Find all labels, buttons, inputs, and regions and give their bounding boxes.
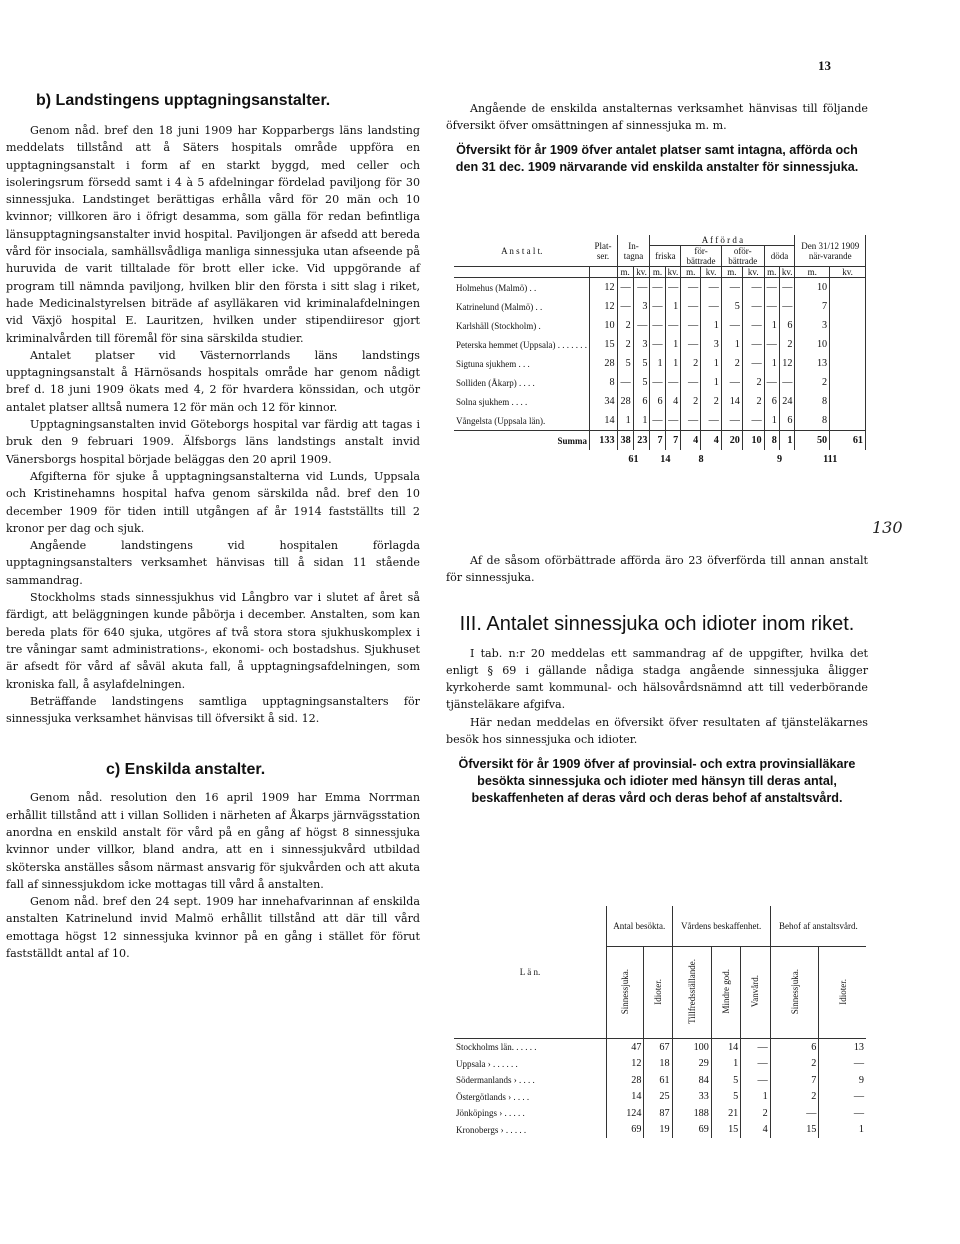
table-cell: — (742, 316, 764, 335)
table-cell: — (681, 316, 701, 335)
table-cell: — (742, 278, 764, 298)
paragraph: I tab. n:r 20 meddelas ett sammandrag af de uppgifter, hvilka det enligt § 69 i gällande nådiga stadga angående sinnessjuka åligger kyrkoherde samt kommunal- och hälsovårdsnämnd att till vederbörande tjänsteläkare afgifva. (446, 646, 868, 712)
unit-m: m. (721, 267, 742, 278)
table-cell: — (650, 316, 665, 335)
col-intagna: In-tagna (617, 235, 650, 267)
row-name: Karlshäll (Stockholm) . (454, 316, 589, 335)
table-cell: — (701, 297, 722, 316)
table-cell: 14 (721, 392, 742, 411)
institutions-table (454, 235, 866, 469)
table-cell: — (701, 278, 722, 298)
table-cell: 1 (711, 1056, 740, 1073)
total-cell: 8 (698, 454, 704, 465)
county-table (454, 906, 866, 1138)
left-column (6, 92, 420, 962)
table-cell (830, 316, 866, 335)
table-cell: — (764, 373, 779, 392)
table-cell: — (764, 335, 779, 354)
row-name: Stockholms län. . . . . . (454, 1039, 607, 1056)
table-cell: 13 (853, 1041, 864, 1053)
sum-cell: 4 (701, 431, 722, 451)
table-cell: — (681, 373, 701, 392)
table-cell: 2 (741, 1105, 770, 1122)
table-cell: — (650, 278, 665, 298)
table-cell: 1 (701, 373, 722, 392)
table-cell: 1 (665, 335, 681, 354)
sum-cell: 50 (795, 431, 830, 451)
table-cell: 15 (711, 1122, 740, 1139)
table-cell: 5 (633, 373, 650, 392)
sum-cell: 1 (779, 431, 795, 451)
table-cell: — (853, 1107, 864, 1119)
unit-kv: kv. (779, 267, 795, 278)
paragraph: Afgifterna för sjuke å upptagningsanstalterna vid Lunds, Uppsala och Kristinehamns hospital hafva genom särskilda nåd. bref den 10 december 1909 för tiden intill utgången af år 1914 fastställts till 2 kronor per dag och sjuk. (6, 469, 420, 535)
table-cell: 12 (607, 1056, 644, 1073)
col-platser: Plat-ser. (589, 235, 617, 267)
table-row (454, 1089, 866, 1106)
table-cell (830, 335, 866, 354)
table-cell: — (742, 354, 764, 373)
table-cell: 87 (644, 1105, 672, 1122)
row-name: Sigtuna sjukhem . . . (454, 354, 589, 373)
paragraph: Genom nåd. bref den 18 juni 1909 har Kopparbergs läns landsting meddelats tillstånd att å Säters hospitals område uppföra en upptagningsanstalt i form af en starkt byggd, med celler och isoleringsrum försedd samt i 4 à 5 afdelningar fördelad paviljong för 30 sinnessjuka. Landstinget berättigas erhålla vård för 20 män och 10 kvinnor; villkoren äro i öfrigt desamma, som gälla för redan befintliga länsupptagningsanstalter invid hospital. Paviljongen är afsedd att bereda vård för insociala, samhällsvådliga manliga sinnessjuka utan afseende på huruvida de varit tilltalade för brott eller icke. Vid uppgörande af program till nämnda paviljong, hvilken blir den första i sitt slag i riket, hade Medicinalstyrelsen biträde af asylläkaren vid kriminalafdelningen vid Växjö hospital E. Lauritzen, hvilken under stipendiiresor gjort kriminalvården till föremål för sina särskilda studier. (6, 124, 420, 345)
table-cell: 2 (721, 354, 742, 373)
table-row (454, 335, 866, 354)
table-cell: 2 (770, 1056, 819, 1073)
sum-label: Summa (454, 431, 589, 451)
section-heading-b: b) Landstingens upptagningsanstalter. (36, 92, 331, 109)
unit-kv: kv. (830, 267, 866, 278)
paragraph: Här nedan meddelas en öfversikt öfver resultaten af tjänsteläkarnes besök hos sinnessjuka och idioter. (446, 715, 868, 747)
table-cell: 13 (795, 354, 830, 373)
table-cell: 6 (770, 1039, 819, 1056)
table-cell: 1 (858, 1124, 864, 1136)
table-cell: 2 (742, 373, 764, 392)
table-cell: — (681, 297, 701, 316)
paragraph: Angående landstingens vid hospitalen förlagda upptagningsanstalters verksamhet hänvisas till å sidan 11 stående sammandrag. (6, 539, 420, 587)
col-vanvard: Vanvård. (750, 975, 761, 1008)
unit-kv: kv. (665, 267, 681, 278)
table-cell: 8 (589, 373, 617, 392)
table-cell: 61 (644, 1072, 672, 1089)
table-cell: 2 (779, 335, 795, 354)
row-name: Vångelsta (Uppsala län). (454, 411, 589, 431)
table-cell: 8 (795, 411, 830, 431)
table-row (454, 392, 866, 411)
table-cell: 3 (795, 316, 830, 335)
col-mindre-god: Mindre god. (721, 969, 732, 1014)
table-cell: — (779, 373, 795, 392)
table-cell: 3 (701, 335, 722, 354)
table-row (454, 1072, 866, 1089)
table-cell: 5 (721, 297, 742, 316)
intro-paragraph: Angående de enskilda anstalternas verksamhet hänvisas till följande öfversikt öfver omsättningen af sinnessjuka m. m. (446, 102, 868, 132)
after-table1-paragraph: Af de såsom oförbättrade afförda äro 23 öfverförda till annan anstalt för sinnessjuka. (446, 554, 868, 585)
table-cell: 1 (701, 354, 722, 373)
table-cell: — (742, 411, 764, 431)
table-row (454, 1122, 866, 1139)
table-cell: — (650, 335, 665, 354)
table-cell: — (741, 1072, 770, 1089)
table-cell: 1 (665, 354, 681, 373)
section-heading-c: c) Enskilda anstalter. (106, 761, 266, 779)
unit-kv: kv. (633, 267, 650, 278)
table-cell: 2 (742, 392, 764, 411)
table-cell: 1 (721, 335, 742, 354)
table-cell: 47 (607, 1039, 644, 1056)
paragraph: Upptagningsanstalten invid Göteborgs hospital var färdig att tagas i bruk den 9 februari 1909. Älfsborgs läns landstings anstalt invid Vänersborgs hospital började beläggas den 20 april 1909. (6, 418, 420, 466)
table-cell: — (721, 278, 742, 298)
table-cell: — (741, 1039, 770, 1056)
unit-m: m. (617, 267, 633, 278)
col-sinnessjuka: Sinnessjuka. (620, 968, 631, 1015)
handwritten-margin-note: 130 (872, 518, 903, 537)
col-narvarande: Den 31/12 1909 när-varande (795, 235, 866, 267)
unit-m: m. (795, 267, 830, 278)
table-cell: — (650, 297, 665, 316)
table-cell: — (741, 1056, 770, 1073)
table-row (454, 1105, 866, 1122)
table-row (454, 278, 866, 298)
row-name: Solna sjukhem . . . . (454, 392, 589, 411)
total-cell: 14 (660, 454, 671, 465)
table-cell: 28 (617, 392, 633, 411)
sum-cell: 7 (665, 431, 681, 451)
table-cell: 1 (764, 411, 779, 431)
table-cell: — (742, 335, 764, 354)
table-cell: 15 (770, 1122, 819, 1139)
unit-row (454, 267, 866, 278)
col-varden: Vårdens beskaffenhet. (672, 906, 770, 947)
table-cell: 14 (589, 411, 617, 431)
row-name: Östergötlands › . . . . (454, 1089, 607, 1106)
table-cell: 1 (764, 354, 779, 373)
table-cell: 10 (795, 278, 830, 298)
table-cell: 1 (650, 354, 665, 373)
sum-cell: 23 (633, 431, 650, 451)
table-cell: 100 (672, 1039, 711, 1056)
section-heading-iii: III. Antalet sinnessjuka och idioter inom riket. (459, 612, 855, 635)
table-cell: 4 (665, 392, 681, 411)
table-cell: — (665, 316, 681, 335)
table-cell: 2 (770, 1089, 819, 1106)
table-cell: 2 (681, 354, 701, 373)
table-cell: — (770, 1105, 819, 1122)
total-cell: 111 (823, 454, 838, 465)
total-cell (721, 450, 764, 469)
table-cell: 1 (741, 1089, 770, 1106)
right-column-top (446, 100, 868, 176)
unit-m: m. (650, 267, 665, 278)
table-cell: 34 (589, 392, 617, 411)
col-antal: Antal besökta. (607, 906, 673, 947)
row-name: Peterska hemmet (Uppsala) . . . . . . . (454, 335, 589, 354)
table-cell (830, 297, 866, 316)
table-cell: — (853, 1058, 864, 1070)
table-cell: — (665, 411, 681, 431)
table-cell: 124 (607, 1105, 644, 1122)
table-cell: 2 (617, 316, 633, 335)
table-cell: — (742, 297, 764, 316)
table-cell: 10 (795, 335, 830, 354)
table-cell: — (617, 297, 633, 316)
table-cell: 5 (711, 1072, 740, 1089)
table-cell: 6 (764, 392, 779, 411)
table-cell: 5 (617, 354, 633, 373)
table-cell: 1 (633, 411, 650, 431)
table-cell: — (721, 411, 742, 431)
table-cell: — (650, 411, 665, 431)
total-cell: 9 (777, 454, 783, 465)
table-cell: 1 (764, 316, 779, 335)
table-cell: — (681, 411, 701, 431)
table-cell: 2 (617, 335, 633, 354)
table-cell: 6 (633, 392, 650, 411)
paragraph: Beträffande landstingens samtliga upptagningsanstalters för sinnessjuka verksamhet hänvisas till öfversikt å sid. 12. (6, 694, 420, 726)
table-cell: 2 (701, 392, 722, 411)
table-cell: 6 (779, 411, 795, 431)
sum-cell: 10 (742, 431, 764, 451)
table-cell (830, 411, 866, 431)
table-row (454, 297, 866, 316)
table-cell: 10 (589, 316, 617, 335)
table-cell: — (633, 278, 650, 298)
table-cell: — (617, 278, 633, 298)
table-cell: — (701, 411, 722, 431)
table-row (454, 1039, 866, 1056)
col-forbattrade: för-bättrade (681, 246, 722, 267)
table-cell: — (779, 278, 795, 298)
table-row (454, 411, 866, 431)
row-name: Holmehus (Malmö) . . (454, 278, 589, 298)
paragraph: Antalet platser vid Västernorrlands läns landstings upptagningsanstalt å Härnösands hospitals område har genom nådigt bref d. 18 juni 1909 ökats med 4, 2 för hvardera könssidan, och utgör antalet platser alltså numera 12 för män och 12 för kinnor. (6, 348, 420, 414)
table-cell (830, 354, 866, 373)
table-cell: — (681, 278, 701, 298)
table-cell: 69 (672, 1122, 711, 1139)
table-cell: 28 (607, 1072, 644, 1089)
totals-row (454, 450, 866, 469)
table-cell: 6 (650, 392, 665, 411)
table-cell: 14 (711, 1039, 740, 1056)
unit-m: m. (764, 267, 779, 278)
table-cell: 18 (644, 1056, 672, 1073)
col-idioter-behof: Idioter. (837, 978, 848, 1005)
paragraph: Genom nåd. resolution den 16 april 1909 har Emma Norrman erhållit tillstånd att i villan Solliden i närheten af Åkarps järnvägsstation anordna en enskild anstalt för vård på en gång af högst 8 sinnessjuka kvinnor under villkor, bland andra, att en i sinnessjukvård utbildad sköterska anställes såsom närmast ansvarig för sjukvården och att akuta fall af sinnessjukdom icke mottagas till vård å anstalten. (6, 791, 420, 891)
table-cell: 1 (701, 316, 722, 335)
table-cell: 1 (665, 297, 681, 316)
page-number: 13 (818, 58, 831, 73)
paragraph: Genom nåd. bref den 24 sept. 1909 har innehafvarinnan af enskilda anstalten Katrinelund invid Malmö erhållit tillstånd att där till vård emottaga högst 12 sinnessjuka kvinnor på en gång i stället för förut fastställdt antal af 10. (6, 895, 420, 961)
col-anstalt: A n s t a l t. (454, 235, 589, 267)
table-cell: — (665, 278, 681, 298)
col-doda: döda (764, 246, 795, 267)
table-cell: 6 (779, 316, 795, 335)
sum-cell: 38 (617, 431, 633, 451)
table-cell: 25 (644, 1089, 672, 1106)
row-name: Södermanlands › . . . . (454, 1072, 607, 1089)
unit-kv: kv. (742, 267, 764, 278)
unit-m: m. (681, 267, 701, 278)
table-cell: 4 (741, 1122, 770, 1139)
col-behof: Behof af anstaltsvård. (770, 906, 866, 947)
table-cell: 19 (644, 1122, 672, 1139)
sum-cell: 20 (721, 431, 742, 451)
col-afforda: A f f ö r d a (650, 235, 795, 246)
table-cell: 33 (672, 1089, 711, 1106)
table-row (454, 373, 866, 392)
table-cell: — (617, 373, 633, 392)
table-cell: 2 (795, 373, 830, 392)
sum-row (454, 431, 866, 451)
table-cell: — (665, 373, 681, 392)
table-cell (830, 373, 866, 392)
table-cell: 12 (589, 278, 617, 298)
col-idioter: Idioter. (653, 978, 664, 1005)
table-cell: — (633, 316, 650, 335)
table-cell (830, 278, 866, 298)
right-column-middle (446, 552, 868, 807)
total-cell: 61 (628, 454, 639, 465)
table-cell: 84 (672, 1072, 711, 1089)
table-cell: 15 (589, 335, 617, 354)
table-cell: 8 (795, 392, 830, 411)
unit-kv: kv. (701, 267, 722, 278)
table-cell: — (650, 373, 665, 392)
table-cell: — (764, 297, 779, 316)
row-name: Solliden (Åkarp) . . . . (454, 373, 589, 392)
table-cell: — (779, 297, 795, 316)
table-cell: 24 (779, 392, 795, 411)
table-cell: 28 (589, 354, 617, 373)
table-cell: — (681, 335, 701, 354)
paragraph: Stockholms stads sinnessjukhus vid Långbro var i slutet af året så färdigt, att beläggningen kunde påbörja i december. Anstalten, som kan bereda plats för 640 sjuka, utgöres af två stora stora sjukhuskomplex i tre våningar samt administrations-, ekonomi- och bostadshus. Sjukhuset är afsedt för vård af såväl akuta fall, å upptagningsafdelningen, som kroniska fall, å asylafdelningen. (6, 591, 420, 691)
sum-cell: 4 (681, 431, 701, 451)
table-cell: 14 (607, 1089, 644, 1106)
sum-cell: 61 (830, 431, 866, 451)
table-cell: — (764, 278, 779, 298)
table-cell: 2 (681, 392, 701, 411)
table-cell: 7 (795, 297, 830, 316)
col-friska: friska (650, 246, 681, 267)
table-cell: 7 (770, 1072, 819, 1089)
table-cell: 21 (711, 1105, 740, 1122)
table-cell: 1 (617, 411, 633, 431)
table-cell: 67 (644, 1039, 672, 1056)
row-name: Jönköpings › . . . . . (454, 1105, 607, 1122)
table-cell: 12 (779, 354, 795, 373)
table-cell: 188 (672, 1105, 711, 1122)
col-oforbattrade: oför-bättrade (721, 246, 764, 267)
row-name: Uppsala › . . . . . . (454, 1056, 607, 1073)
table-cell: — (721, 373, 742, 392)
row-name: Kronobergs › . . . . . (454, 1122, 607, 1139)
table-cell: 69 (607, 1122, 644, 1139)
table-cell: 5 (711, 1089, 740, 1106)
table-cell: — (721, 316, 742, 335)
sum-cell: 8 (764, 431, 779, 451)
sum-cell: 133 (589, 431, 617, 451)
table-cell: 3 (633, 297, 650, 316)
col-tillfreds: Tillfredsställande. (686, 959, 697, 1024)
table-cell: 12 (589, 297, 617, 316)
table-row (454, 1056, 866, 1073)
table-cell: 5 (633, 354, 650, 373)
table-row (454, 316, 866, 335)
col-lan: L ä n. (454, 906, 607, 1039)
table-cell (830, 392, 866, 411)
row-name: Katrinelund (Malmö) . . (454, 297, 589, 316)
table-cell: 3 (633, 335, 650, 354)
table-row (454, 354, 866, 373)
col-sinnessjuka-behof: Sinnessjuka. (789, 968, 800, 1015)
table-cell: 9 (858, 1074, 864, 1086)
sum-cell: 7 (650, 431, 665, 451)
table-cell: 29 (672, 1056, 711, 1073)
table1-title: Öfversikt för år 1909 öfver antalet platser samt intagna, afförda och den 31 dec. 1909 närvarande vid enskilda anstalter för sinnessjuka. (455, 143, 859, 174)
table2-title: Öfversikt för år 1909 öfver af provinsial- och extra provinsialläkare besökta sinnessjuka och idioter med hänsyn till deras antal, beskaffenheten af deras vård och deras behof af anstaltsvård. (458, 757, 856, 806)
table-cell: — (853, 1091, 864, 1103)
